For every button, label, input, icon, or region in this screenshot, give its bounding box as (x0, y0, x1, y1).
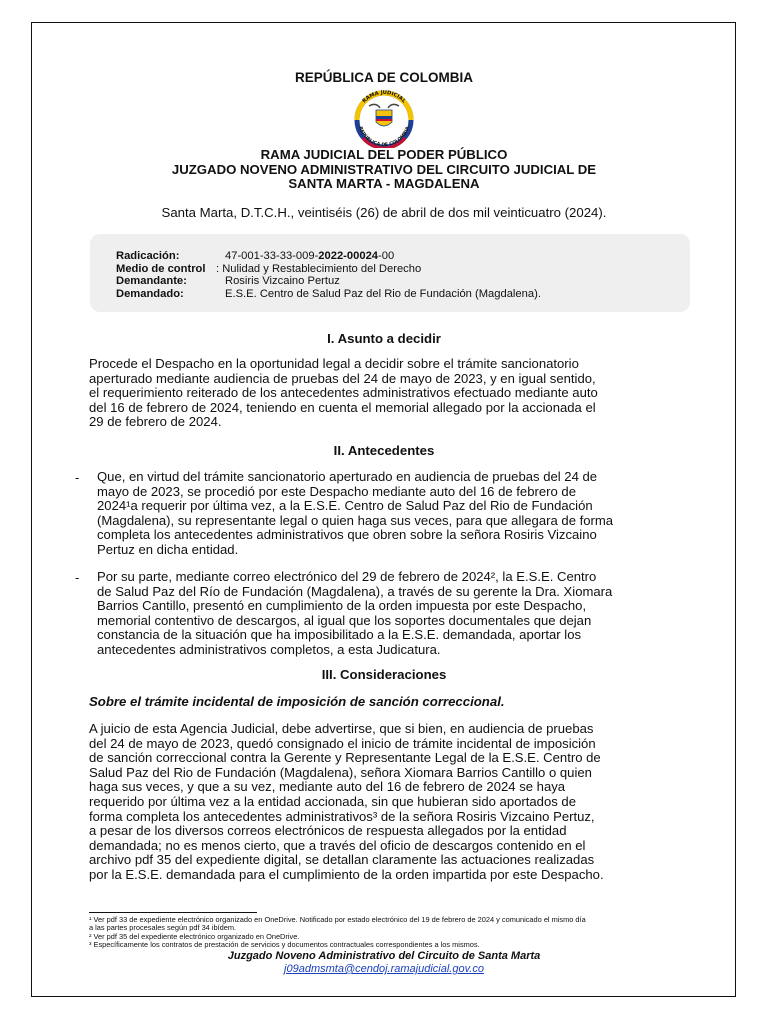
medio-value: : Nulidad y Restablecimiento del Derecho (216, 262, 422, 275)
republic-heading: REPÚBLICA DE COLOMBIA (295, 70, 473, 85)
text-line: constancia de la situación que ha imposibilitado a la E.S.E. demandada, aportar los (97, 627, 582, 643)
court-line-3: SANTA MARTA - MAGDALENA (288, 176, 480, 191)
court-line-1: RAMA JUDICIAL DEL PODER PÚBLICO (260, 147, 508, 162)
footnote-1-cont: a las partes procesales según pdf 34 ibídem. (89, 923, 237, 933)
judicial-seal-logo (344, 88, 424, 148)
text-line: Barrios Cantillo, presentó en cumplimiento de la orden impuesta por este Despacho, (97, 598, 587, 614)
footnote-3: ³ Específicamente los contratos de prestación de servicios y documentos contractuales correspondientes a los mismos. (89, 940, 480, 950)
svg-text:RAMA JUDICIAL: RAMA JUDICIAL (361, 89, 407, 105)
text-line: demandada; no es menos cierto, que a través del oficio de descargos contenido en el (89, 837, 586, 853)
text-line: completa los antecedentes administrativos que obren sobre la señora Rosiris Vizcaino (97, 527, 597, 543)
text-line: forma completa los antecedentes administrativos³ de la señora Rosiris Vizcaino Pertuz, (89, 808, 595, 824)
text-line: haga sus veces, y que a su vez, mediante auto del 16 de febrero de 2024 se haya (89, 779, 566, 795)
court-line-2: JUZGADO NOVENO ADMINISTRATIVO DEL CIRCUITO JUDICIAL DE (171, 161, 597, 177)
text-line: de sanción correccional contra la Gerente y Representante Legal de la E.S.E. Centro de (89, 750, 601, 766)
text-line: mayo de 2023, se procedió por este Despacho mediante auto del 16 de febrero de (97, 483, 576, 499)
text-line: Procede el Despacho en la oportunidad legal a decidir sobre el trámite sancionatorio (89, 356, 579, 371)
text-line: a pesar de los diversos correos electrónicos de respuesta allegados por la entidad (89, 823, 567, 839)
court-heading (0, 148, 768, 192)
text-line: el requerimiento reiterado de los antecedentes administrativos efectuado mediante auto (89, 385, 598, 401)
demandado-value: E.S.E. Centro de Salud Paz del Rio de Fundación (Magdalena). (225, 287, 541, 300)
bullet-mark: - (75, 570, 80, 585)
text-line: antecedentes administrativos completos, a esta Judicatura. (97, 641, 441, 657)
radicacion-label: Radicación (116, 250, 176, 262)
section-heading-2: II. Antecedentes (333, 443, 435, 458)
section-heading-1: I. Asunto a decidir (327, 331, 441, 346)
text-line: por la E.S.E. demandada para el cumplimiento de la orden impartida por este Despacho. (89, 866, 604, 882)
text-line: requerido por última vez a la entidad accionada, sin que hubieran sido aportados de (89, 793, 576, 809)
text-line: (Magdalena), su representante legal o quien haga sus veces, para que allegara de forma (97, 512, 614, 528)
footnote-divider (89, 912, 257, 913)
demandante-value: Rosiris Vizcaino Pertuz (225, 275, 340, 288)
text-line: Que, en virtud del trámite sancionatorio aperturado en audiencia de pruebas del 24 de (97, 469, 598, 484)
text-line: memorial contentivo de descargos, al igual que los soportes documentales que dejan (97, 612, 592, 628)
footnotes (89, 916, 689, 950)
footer-email-link[interactable]: j09admsmta@cendoj.ramajudicial.gov.co (284, 963, 484, 975)
radicacion-value: 47-001-33-33-009-2022-00024-00 (225, 250, 395, 262)
demandado-label: Demandado (116, 287, 181, 300)
text-line: del 16 de febrero de 2024, teniendo en cuenta el memorial allegado por la accionada el (89, 399, 596, 415)
text-line: Salud Paz del Rio de Fundación (Magdalena), señora Xiomara Barrios Cantillo o quien (89, 764, 592, 780)
bullet-paragraph-1 (97, 470, 679, 558)
text-line: Por su parte, mediante correo electrónico del 29 de febrero de 2024², la E.S.E. Centro (97, 569, 597, 584)
paragraph-asunto (89, 357, 679, 430)
text-line: archivo pdf 35 del expediente digital, se detallan claramente las actuaciones realizadas (89, 852, 595, 868)
subheading: Sobre el trámite incidental de imposición de sanción correccional. (89, 694, 505, 709)
text-line: 29 de febrero de 2024. (89, 414, 222, 430)
text-line: aperturado mediante audiencia de pruebas del 24 de mayo de 2023, y en igual sentido, (89, 370, 596, 386)
footnote-1: ¹ Ver pdf 33 de expediente electrónico organizado en OneDrive. Notificado por estado electrónico del 19 de febrero de 2024 y comunicado el mismo día (89, 915, 586, 924)
footer-court: Juzgado Noveno Administrativo del Circuito de Santa Marta (227, 950, 541, 962)
medio-label: Medio de control (116, 262, 206, 275)
text-line: de Salud Paz del Río de Fundación (Magdalena), a través de su gerente la Dra. Xiomara (97, 583, 613, 599)
section-heading-3: III. Consideraciones (321, 667, 447, 682)
text-line: 2024¹a requerir por última vez, a la E.S.E. Centro de Salud Paz del Rio de Fundación (97, 498, 593, 514)
footnote-2: ² Ver pdf 35 del expediente electrónico organizado en OneDrive. (89, 931, 300, 941)
paragraph-consideraciones (89, 722, 679, 883)
bullet-paragraph-2 (97, 570, 679, 658)
text-line: Pertuz en dicha entidad. (97, 541, 239, 557)
svg-text:REPÚBLICA DE COLOMBIA: REPÚBLICA DE COLOMBIA (357, 126, 411, 148)
bullet-mark: - (75, 470, 80, 485)
date-line: Santa Marta, D.T.C.H., veintiséis (26) de abril de dos mil veinticuatro (2024). (161, 205, 607, 220)
text-line: A juicio de esta Agencia Judicial, debe advertirse, que si bien, en audiencia de pruebas (89, 721, 594, 736)
demandante-label: Demandante (116, 275, 184, 288)
text-line: del 24 de mayo de 2023, quedó consignado el inicio de trámite incidental de imposición (89, 735, 596, 751)
